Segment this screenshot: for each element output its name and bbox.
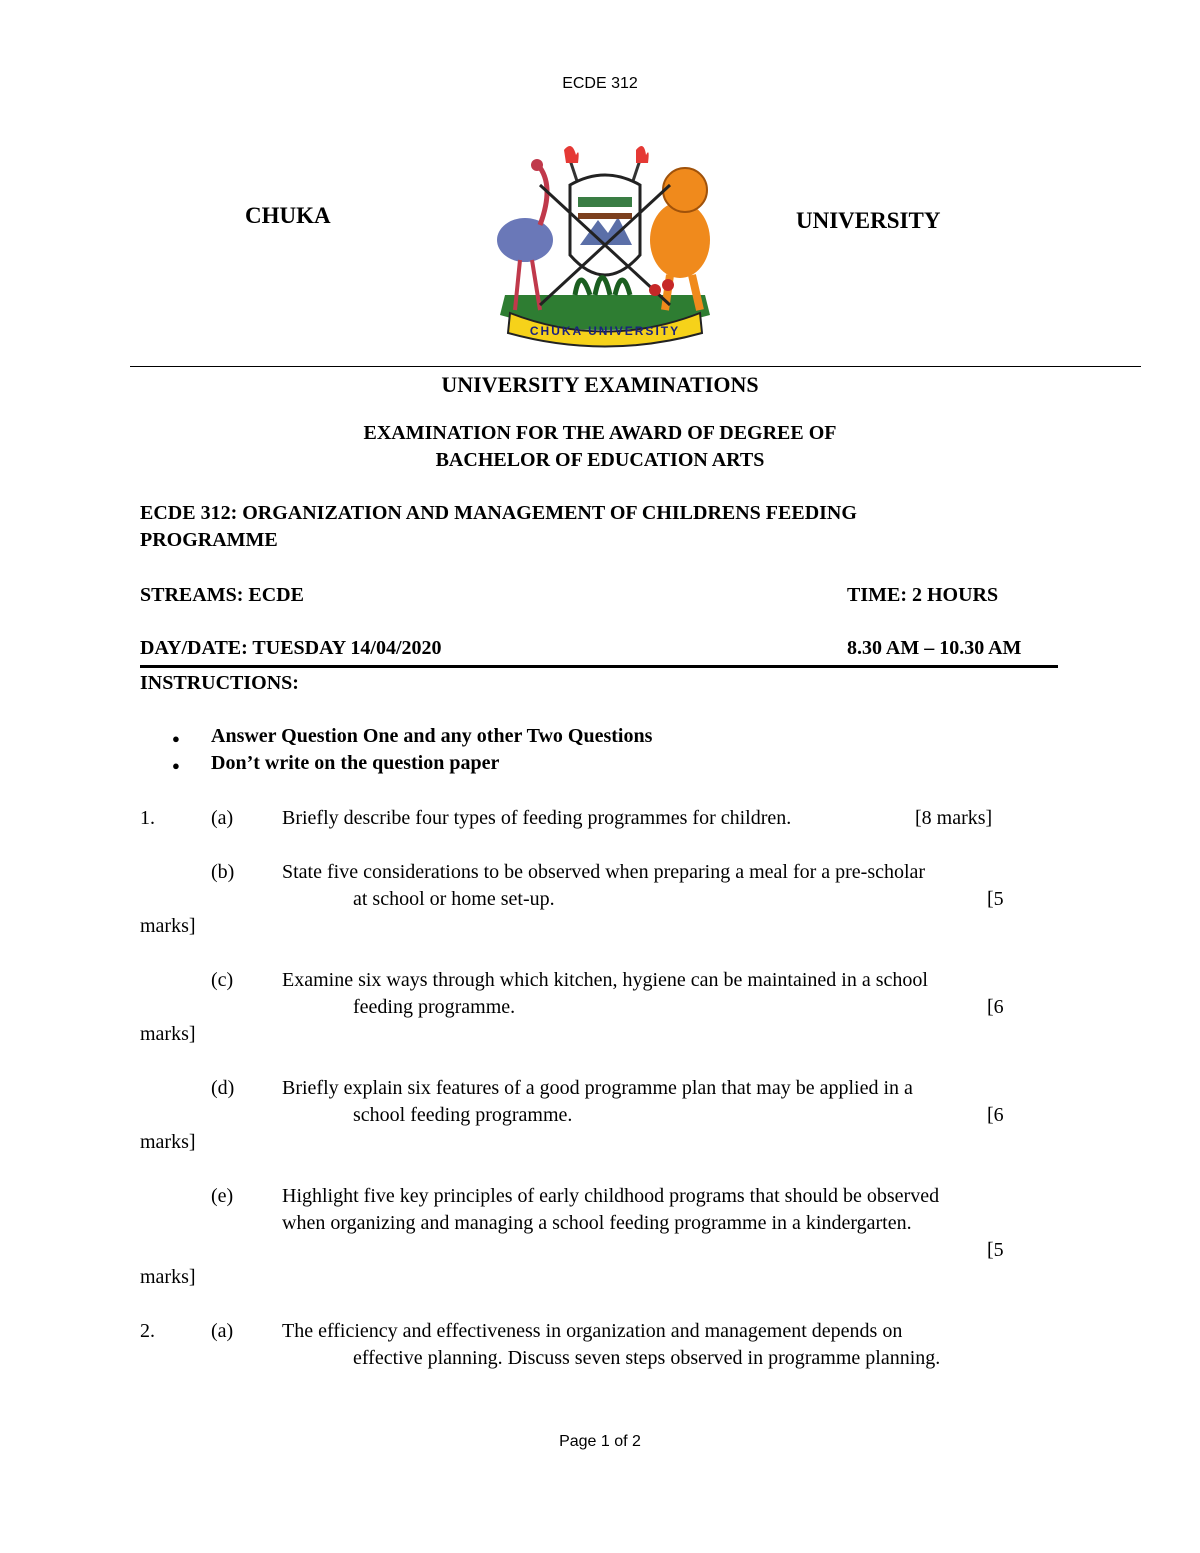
exam-title: UNIVERSITY EXAMINATIONS xyxy=(441,372,759,397)
question-marks: [6 xyxy=(987,996,1004,1018)
university-crest-logo xyxy=(480,145,730,350)
question-text: when organizing and managing a school feeding programme in a kindergarten. xyxy=(282,1212,912,1234)
question-number: 1. xyxy=(140,807,155,829)
exam-duration: TIME: 2 HOURS xyxy=(847,584,999,606)
page-number: Page 1 of 2 xyxy=(559,1433,641,1450)
course-title-line-2: PROGRAMME xyxy=(140,529,278,551)
instruction-item: Don’t write on the question paper xyxy=(211,752,500,774)
question-marks: marks] xyxy=(140,915,196,937)
streams: STREAMS: ECDE xyxy=(140,584,304,606)
course-title-line-1: ECDE 312: ORGANIZATION AND MANAGEMENT OF CHILDRENS FEEDING xyxy=(140,502,857,524)
part-label: (c) xyxy=(211,969,234,991)
part-label: (b) xyxy=(211,861,235,883)
question-text: The efficiency and effectiveness in organization and management depends on xyxy=(282,1320,903,1342)
part-label: (a) xyxy=(211,1320,234,1342)
question-text: Briefly explain six features of a good programme plan that may be applied in a xyxy=(282,1077,913,1099)
question-text: Briefly describe four types of feeding programmes for children. xyxy=(282,807,792,829)
logo-word-university: UNIVERSITY xyxy=(796,208,941,233)
part-label: (e) xyxy=(211,1185,234,1207)
section-divider xyxy=(140,665,1058,668)
part-label: (a) xyxy=(211,807,234,829)
running-header: ECDE 312 xyxy=(562,75,638,92)
crest-ribbon-text: CHUKA UNIVERSITY xyxy=(529,324,681,338)
question-marks: marks] xyxy=(140,1131,196,1153)
question-text: Highlight five key principles of early childhood programs that should be observed xyxy=(282,1185,940,1207)
award-line-1: EXAMINATION FOR THE AWARD OF DEGREE OF xyxy=(363,422,837,444)
question-text: at school or home set-up. xyxy=(353,888,555,910)
header-divider xyxy=(130,366,1141,367)
exam-hours: 8.30 AM – 10.30 AM xyxy=(847,637,1022,659)
question-marks: [6 xyxy=(987,1104,1004,1126)
instruction-item: Answer Question One and any other Two Questions xyxy=(211,725,653,747)
part-label: (d) xyxy=(211,1077,235,1099)
question-marks: [5 xyxy=(987,888,1004,910)
question-text: effective planning. Discuss seven steps observed in programme planning. xyxy=(353,1347,941,1369)
question-marks: marks] xyxy=(140,1023,196,1045)
question-marks: [8 marks] xyxy=(915,807,993,829)
question-marks: [5 xyxy=(987,1239,1004,1261)
award-line-2: BACHELOR OF EDUCATION ARTS xyxy=(435,449,765,471)
question-text: State five considerations to be observed when preparing a meal for a pre-scholar xyxy=(282,861,926,883)
question-text: feeding programme. xyxy=(353,996,516,1018)
question-text: school feeding programme. xyxy=(353,1104,573,1126)
bullet-icon: ● xyxy=(172,731,180,746)
exam-day-date: DAY/DATE: TUESDAY 14/04/2020 xyxy=(140,637,442,659)
bullet-icon: ● xyxy=(172,758,180,773)
question-text: Examine six ways through which kitchen, hygiene can be maintained in a school xyxy=(282,969,928,991)
instructions-heading: INSTRUCTIONS: xyxy=(140,672,299,694)
question-number: 2. xyxy=(140,1320,155,1342)
logo-word-chuka: CHUKA xyxy=(245,203,331,228)
question-marks: marks] xyxy=(140,1266,196,1288)
